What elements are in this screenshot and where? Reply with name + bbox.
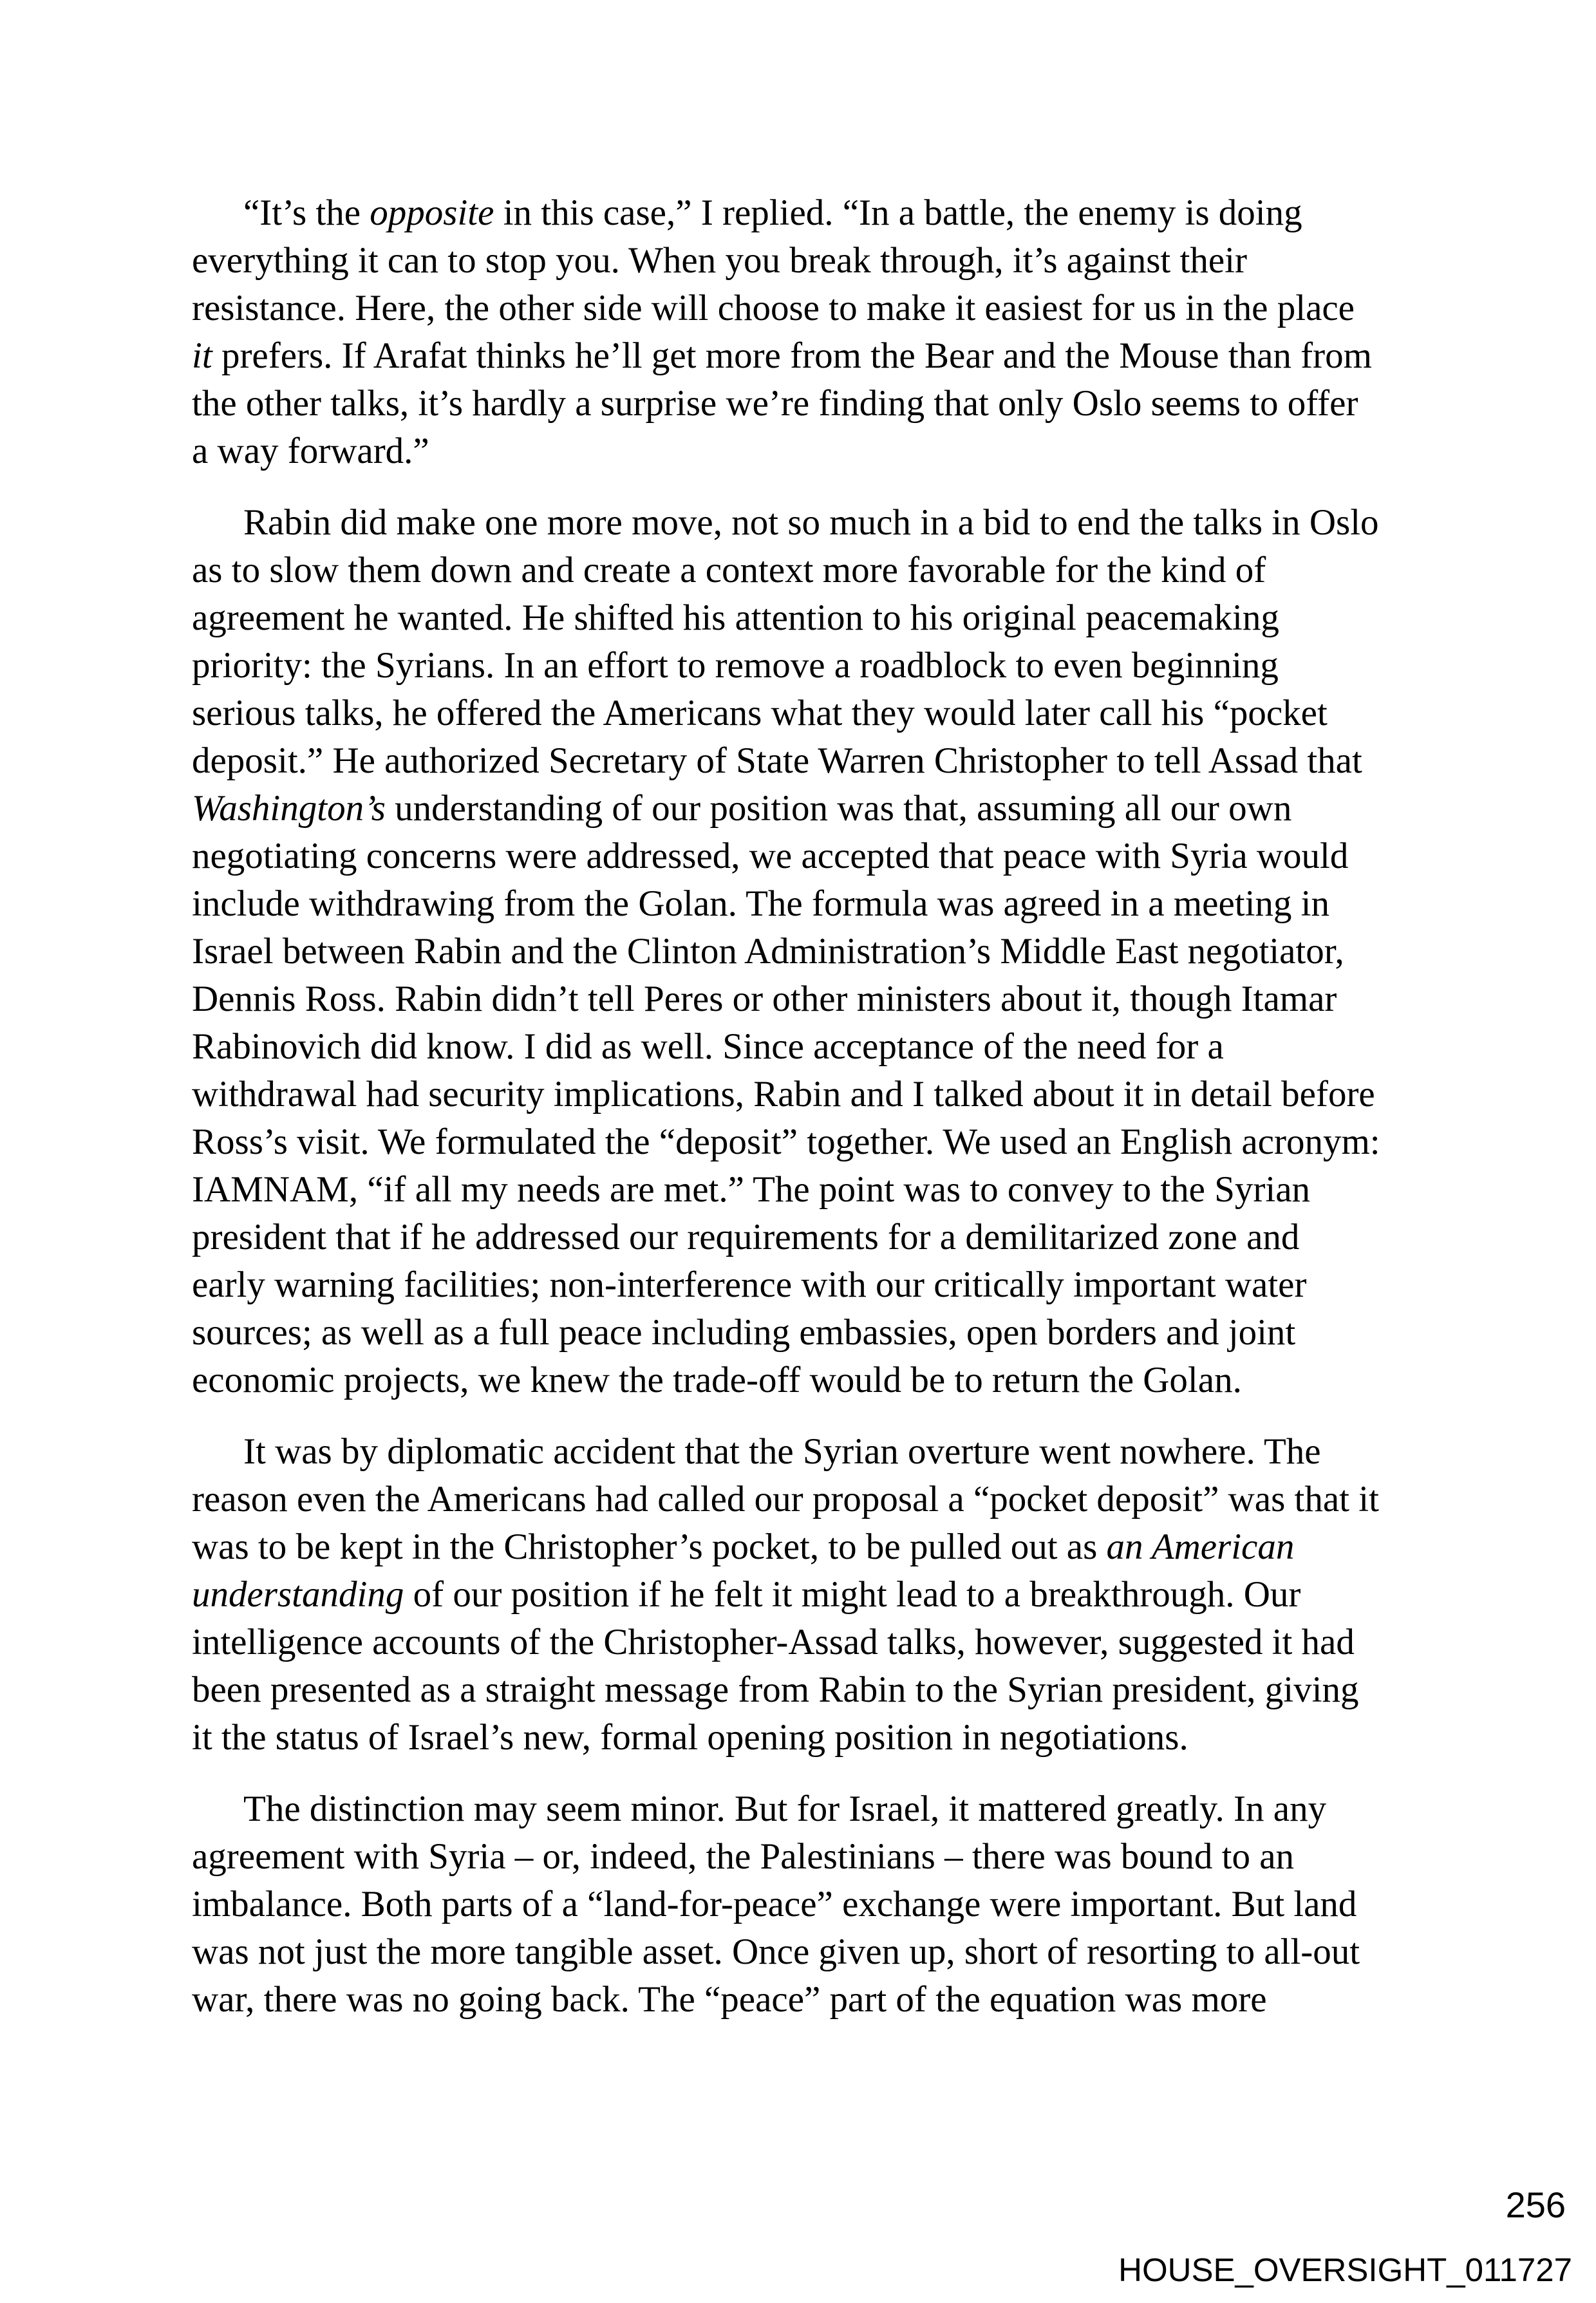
- body-paragraph: [192, 499, 1382, 1404]
- text-run: in this case,” I replied. “In a battle, the enemy is doing everything it can to stop you. When you break through, it’s against their resistance. Here, the other side will choose to make it easiest for us in the place: [192, 193, 1355, 328]
- page-number: 256: [1505, 2185, 1566, 2225]
- text-run: understanding of our position was that, assuming all our own negotiating concerns were addressed, we accepted that peace with Syria would include withdrawing from the Golan. The formula was agreed in a meeting in Israel between Rabin and the Clinton Administration’s Middle East negotiator, Dennis Ross. Rabin didn’t tell Peres or other ministers about it, though Itamar Rabinovich did know. I did as well. Since acceptance of the need for a withdrawal had security implications, Rabin and I talked about it in detail before Ross’s visit. We formulated the “deposit” together. We used an English acronym: IAMNAM, “if all my needs are met.” The point was to convey to the Syrian president that if he addressed our requirements for a demilitarized zone and early warning facilities; non-interference with our critically important water sources; as well as a full peace including embassies, open borders and joint economic projects, we knew the trade-off would be to return the Golan.: [192, 788, 1380, 1400]
- bates-stamp: HOUSE_OVERSIGHT_011727: [1118, 2251, 1572, 2288]
- text-run: “It’s the: [243, 193, 370, 233]
- italic-text-run: it: [192, 335, 212, 376]
- text-run: prefers. If Arafat thinks he’ll get more from the Bear and the Mouse than from the other talks, it’s hardly a surprise we’re finding that only Oslo seems to offer a way forward.”: [192, 335, 1372, 471]
- text-run: Rabin did make one more move, not so much in a bid to end the talks in Oslo as to slow them down and create a context more favorable for the kind of agreement he wanted. He shifted his attention to his original peacemaking priority: the Syrians. In an effort to remove a roadblock to even beginning serious talks, he offered the Americans what they would later call his “pocket deposit.” He authorized Secretary of State Warren Christopher to tell Assad that: [192, 502, 1379, 781]
- italic-text-run: Washington’s: [192, 788, 386, 829]
- body-text: [192, 189, 1382, 2024]
- italic-text-run: opposite: [370, 193, 494, 233]
- text-run: of our position if he felt it might lead to a breakthrough. Our intelligence accounts of the Christopher-Assad talks, however, suggested it had been presented as a straight message from Rabin to the Syrian president, giving it the status of Israel’s new, formal opening position in negotiations.: [192, 1574, 1359, 1758]
- body-paragraph: [192, 189, 1382, 475]
- body-paragraph: [192, 1428, 1382, 1762]
- body-paragraph: [192, 1785, 1382, 2024]
- text-run: The distinction may seem minor. But for Israel, it mattered greatly. In any agreement with Syria – or, indeed, the Palestinians – there was bound to an imbalance. Both parts of a “land-for-peace” exchange were important. But land was not just the more tangible asset. Once given up, short of resorting to all-out war, there was no going back. The “peace” part of the equation was more: [192, 1789, 1360, 2020]
- text-run: It was by diplomatic accident that the Syrian overture went nowhere. The reason even the Americans had called our proposal a “pocket deposit” was that it was to be kept in the Christopher’s pocket, to be pulled out as: [192, 1431, 1379, 1567]
- italic-text-run: an American understanding: [192, 1527, 1295, 1615]
